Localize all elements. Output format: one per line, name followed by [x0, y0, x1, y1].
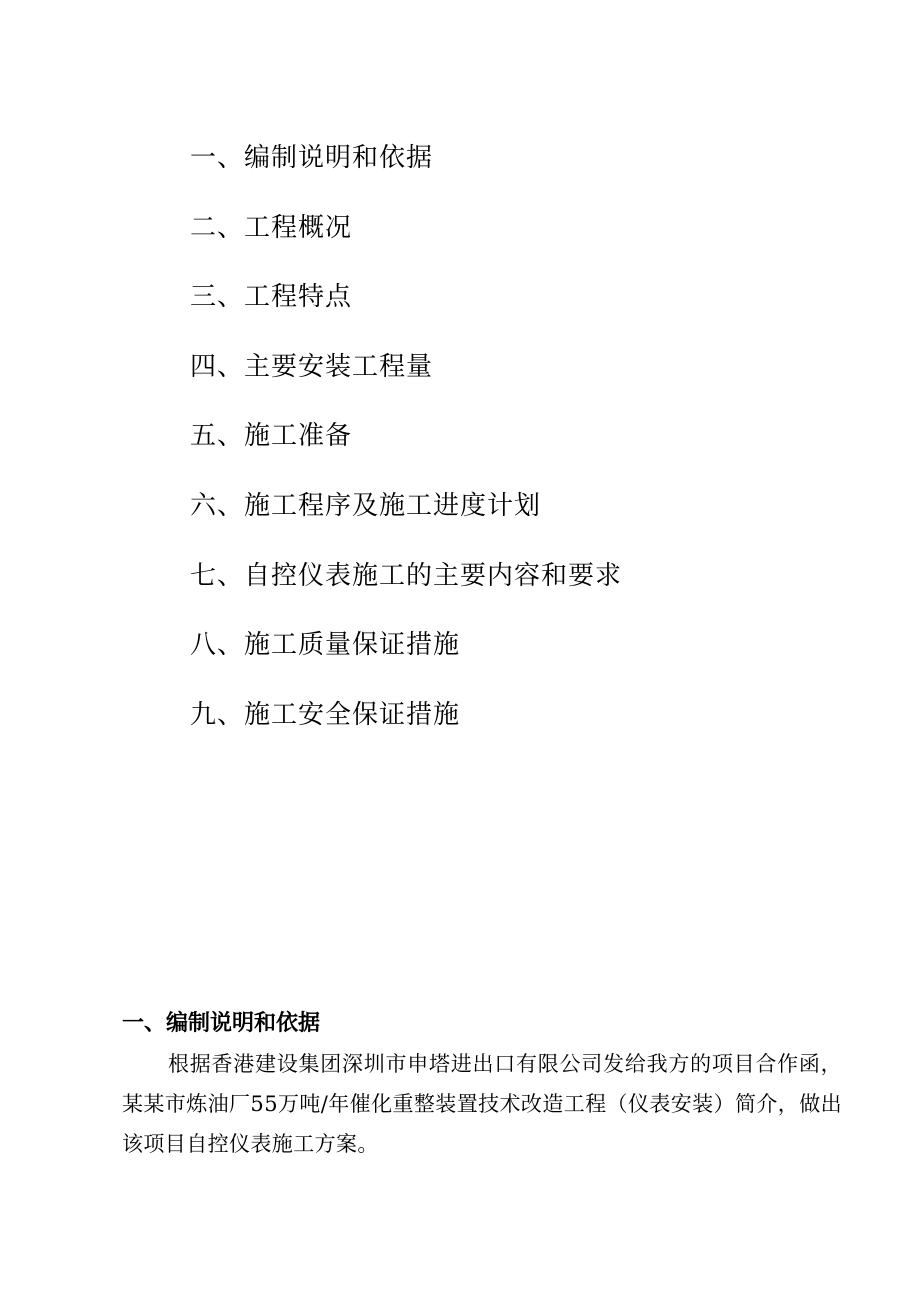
table-of-contents	[190, 138, 622, 764]
toc-item-8: 八、施工质量保证措施	[190, 630, 461, 661]
toc-item-9: 九、施工安全保证措施	[190, 699, 461, 730]
section-paragraph: 根据香港建设集团深圳市申塔进出口有限公司发给我方的项目合作函，某某市炼油厂55万吨/年催化重整装置技术改造工程（仪表安装）简介，做出该项目自控仪表施工方案。	[122, 1052, 842, 1156]
toc-item-6: 六、施工程序及施工进度计划	[190, 490, 542, 521]
section-heading: 一、编制说明和依据	[122, 1011, 321, 1036]
toc-item-5: 五、施工准备	[190, 421, 353, 452]
toc-item-3: 三、工程特点	[190, 282, 353, 313]
toc-item-7: 七、自控仪表施工的主要内容和要求	[190, 560, 623, 591]
toc-item-2: 二、工程概况	[190, 212, 353, 243]
section-1	[122, 1004, 842, 1164]
toc-item-4: 四、主要安装工程量	[190, 351, 434, 382]
toc-item-1: 一、编制说明和依据	[190, 143, 434, 173]
